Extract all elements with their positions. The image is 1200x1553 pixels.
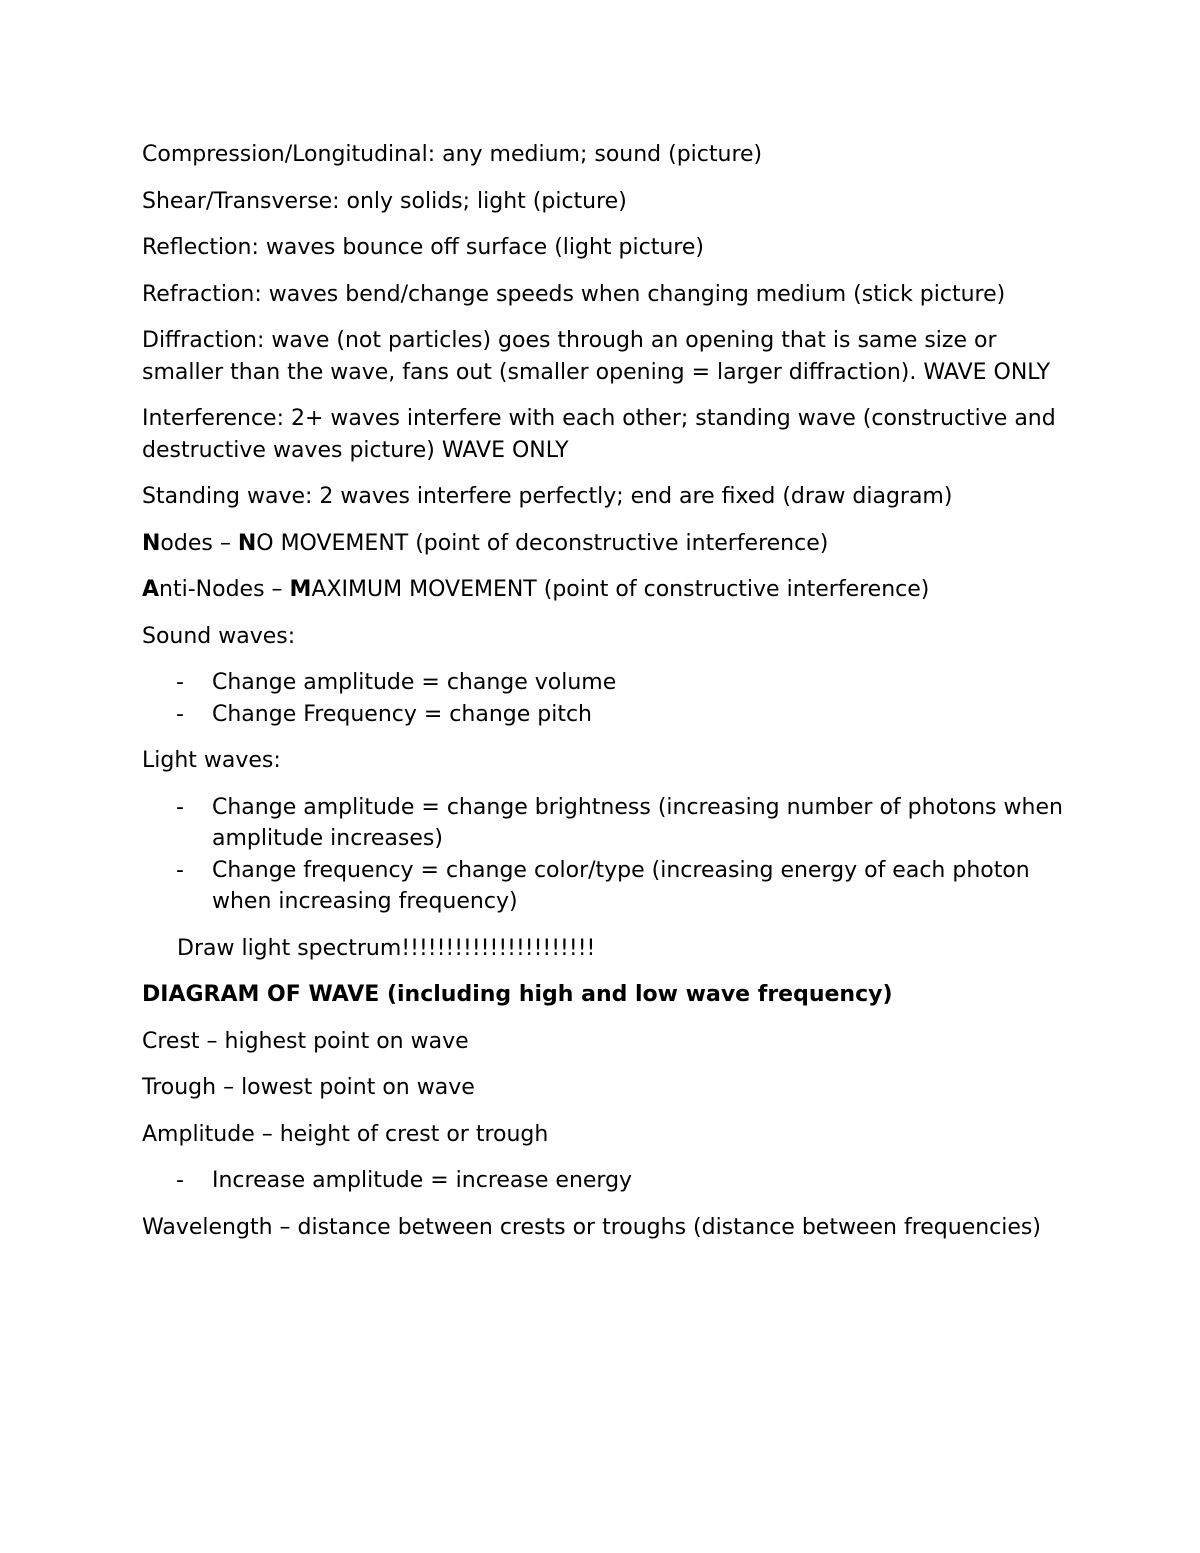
paragraph-interference: Interference: 2+ waves interfere with each other; standing wave (constructive and destructive waves picture) WAVE ONLY (142, 406, 1056, 463)
paragraph-diffraction: Diffraction: wave (not particles) goes through an opening that is same size or smaller than the wave, fans out (smaller opening = larger diffraction). WAVE ONLY (142, 328, 1051, 385)
antinodes-text: nti-Nodes – (159, 577, 290, 602)
list-item: - Increase amplitude = increase energy (142, 1165, 1072, 1197)
nodes-text-2: O MOVEMENT (point of deconstructive interference) (256, 530, 829, 556)
paragraph-shear: Shear/Transverse: only solids; light (picture) (142, 188, 627, 214)
sound-waves-list (142, 667, 1072, 730)
paragraph-trough: Trough – lowest point on wave (142, 1075, 475, 1100)
list-item: - Change Frequency = change pitch (142, 699, 1072, 731)
list-item: - Change frequency = change color/type (increasing energy of each photon when increasing frequency) (142, 855, 1072, 918)
paragraph-antinodes (142, 574, 1072, 606)
list-item: - Change amplitude = change brightness (increasing number of photons when amplitude increases) (142, 792, 1072, 855)
nodes-text: odes – (160, 530, 238, 556)
sound-waves-heading: Sound waves: (142, 623, 296, 649)
paragraph-amplitude: Amplitude – height of crest or trough (142, 1121, 549, 1147)
diagram-heading: DIAGRAM OF WAVE (including high and low wave frequency) (142, 982, 893, 1007)
paragraph-compression: Compression/Longitudinal: any medium; sound (picture) (142, 142, 763, 167)
paragraph-reflection: Reflection: waves bounce off surface (light picture) (142, 235, 704, 260)
antinodes-bold-letter-2: M (289, 577, 312, 602)
paragraph-wavelength: Wavelength – distance between crests or troughs (distance between frequencies) (142, 1214, 1041, 1240)
paragraph-crest: Crest – highest point on wave (142, 1028, 469, 1054)
amplitude-list (142, 1165, 1072, 1197)
paragraph-standing-wave: Standing wave: 2 waves interfere perfectly; end are fixed (draw diagram) (142, 484, 953, 509)
paragraph-refraction: Refraction: waves bend/change speeds when changing medium (stick picture) (142, 281, 1006, 307)
nodes-bold-letter: N (142, 530, 161, 556)
nodes-bold-letter-2: N (237, 530, 257, 556)
spectrum-note: Draw light spectrum!!!!!!!!!!!!!!!!!!!!!! (177, 935, 596, 961)
antinodes-bold-letter: A (142, 577, 160, 602)
document-page (142, 139, 1072, 1258)
list-item: - Change amplitude = change volume (142, 667, 1072, 699)
antinodes-text-2: AXIMUM MOVEMENT (point of constructive interference) (311, 577, 930, 602)
light-waves-heading: Light waves: (142, 748, 281, 773)
light-waves-list (142, 792, 1072, 918)
paragraph-nodes (142, 528, 1072, 560)
